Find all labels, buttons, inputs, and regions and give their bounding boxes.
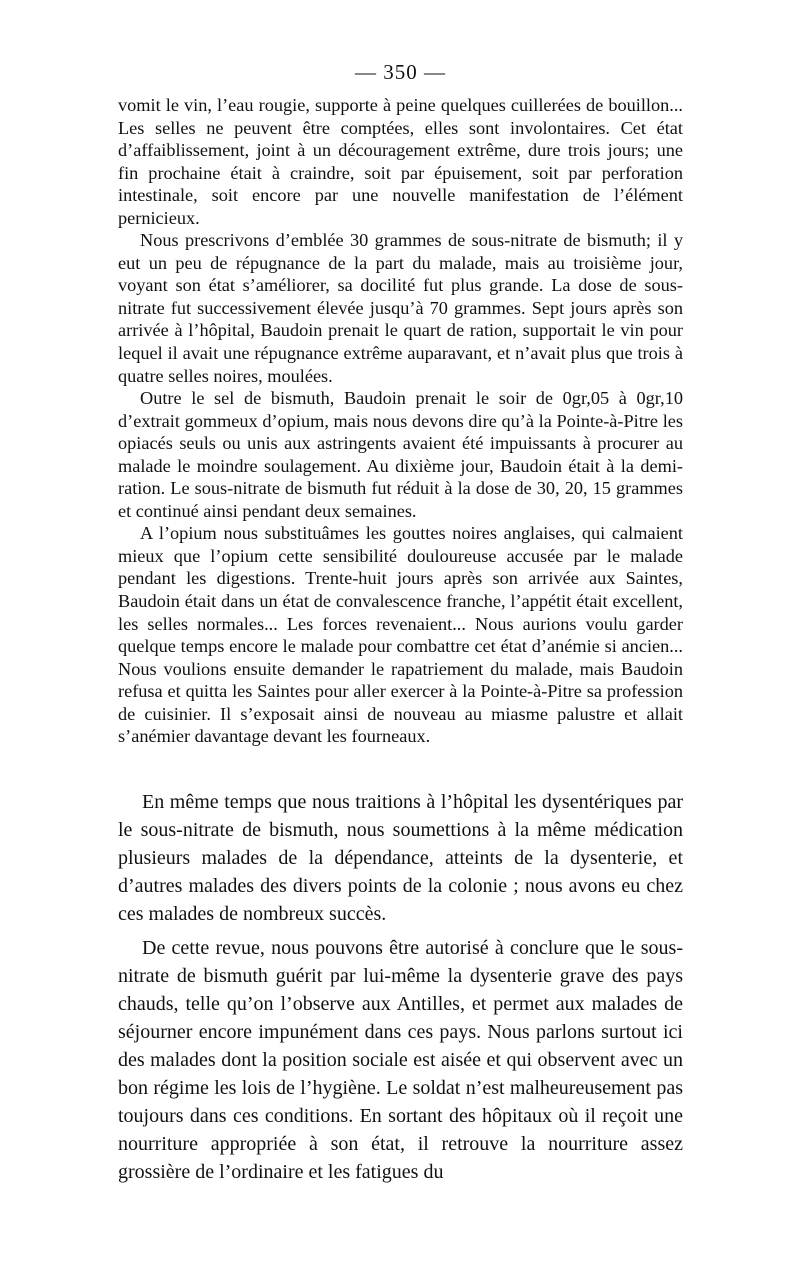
paragraph-convalescence: A l’opium nous substituâmes les gouttes noires anglaises, qui calmaient mieux que l’opium cette sensibilité douloureuse accusée par le malade pendant les digestions. Trente-huit jours après son arrivée aux Saintes, Baudoin était dans un état de convalescence franche, l’appétit était excellent, les selles normales... Les forces revenaient... Nous aurions voulu garder quelque temps encore le malade pour combattre cet état d’anémie si ancien... Nous voulions ensuite demander le rapatriement du malade, mais Baudoin refusa et quitta les Saintes pour aller exercer à la Pointe-à-Pitre sa profession de cuisinier. Il s’exposait ainsi de nouveau au miasme palustre et allait s’anémier davantage devant les fourneaux. [118, 523, 683, 747]
conclusion-section [118, 788, 683, 1186]
paragraph-continuation: vomit le vin, l’eau rougie, supporte à peine quelques cuillerées de bouillon... Les selles ne peuvent être comptées, elles sont involontaires. Cet état d’affaiblissement, joint à un découragement extrême, dure trois jours; une fin prochaine était à craindre, soit par épuisement, soit par perforation intestinale, soit encore par une nouvelle manifestation de l’élément pernicieux. [118, 95, 683, 228]
book-page [118, 60, 683, 1186]
paragraph-other-patients: En même temps que nous traitions à l’hôpital les dysentériques par le sous-nitrate de bismuth, nous soumettions à la même médication plusieurs malades de la dépendance, atteints de la dysenterie, et d’autres malades des divers points de la colonie ; nous avons eu chez ces malades de nombreux succès. [118, 790, 683, 925]
paragraph-opium: Outre le sel de bismuth, Baudoin prenait le soir de 0gr,05 à 0gr,10 d’extrait gommeux d’opium, mais nous devons dire qu’à la Pointe-à-Pitre les opiacés seuls ou unis aux astringents avaient été impuissants à procurer au malade le moindre soulagement. Au dixième jour, Baudoin était à la demi-ration. Le sous-nitrate de bismuth fut réduit à la dose de 30, 20, 15 grammes et continué ainsi pendant deux semaines. [118, 388, 683, 521]
case-report-section [118, 94, 683, 748]
page-number: — 350 — [355, 60, 446, 84]
paragraph-treatment: Nous prescrivons d’emblée 30 grammes de sous-nitrate de bismuth; il y eut un peu de répugnance de la part du malade, mais au troisième jour, voyant son état s’améliorer, sa docilité fut plus grande. La dose de sous-nitrate fut successivement élevée jusqu’à 70 grammes. Sept jours après son arrivée à l’hôpital, Baudoin prenait le quart de ration, supportait le vin pour lequel il avait une répugnance extrême auparavant, et n’avait plus que trois à quatre selles noires, moulées. [118, 230, 683, 386]
paragraph-conclusion: De cette revue, nous pouvons être autorisé à conclure que le sous-nitrate de bismuth guérit par lui-même la dysenterie grave des pays chauds, telle qu’on l’observe aux Antilles, et permet aux malades de séjourner encore impunément dans ces pays. Nous parlons surtout ici des malades dont la position sociale est aisée et qui observent avec un bon régime les lois de l’hygiène. Le soldat n’est malheureusement pas toujours dans ces conditions. En sortant des hôpitaux où il reçoit une nourriture appropriée à son état, il retrouve la nourriture assez grossière de l’ordinaire et les fatigues du [118, 936, 683, 1183]
